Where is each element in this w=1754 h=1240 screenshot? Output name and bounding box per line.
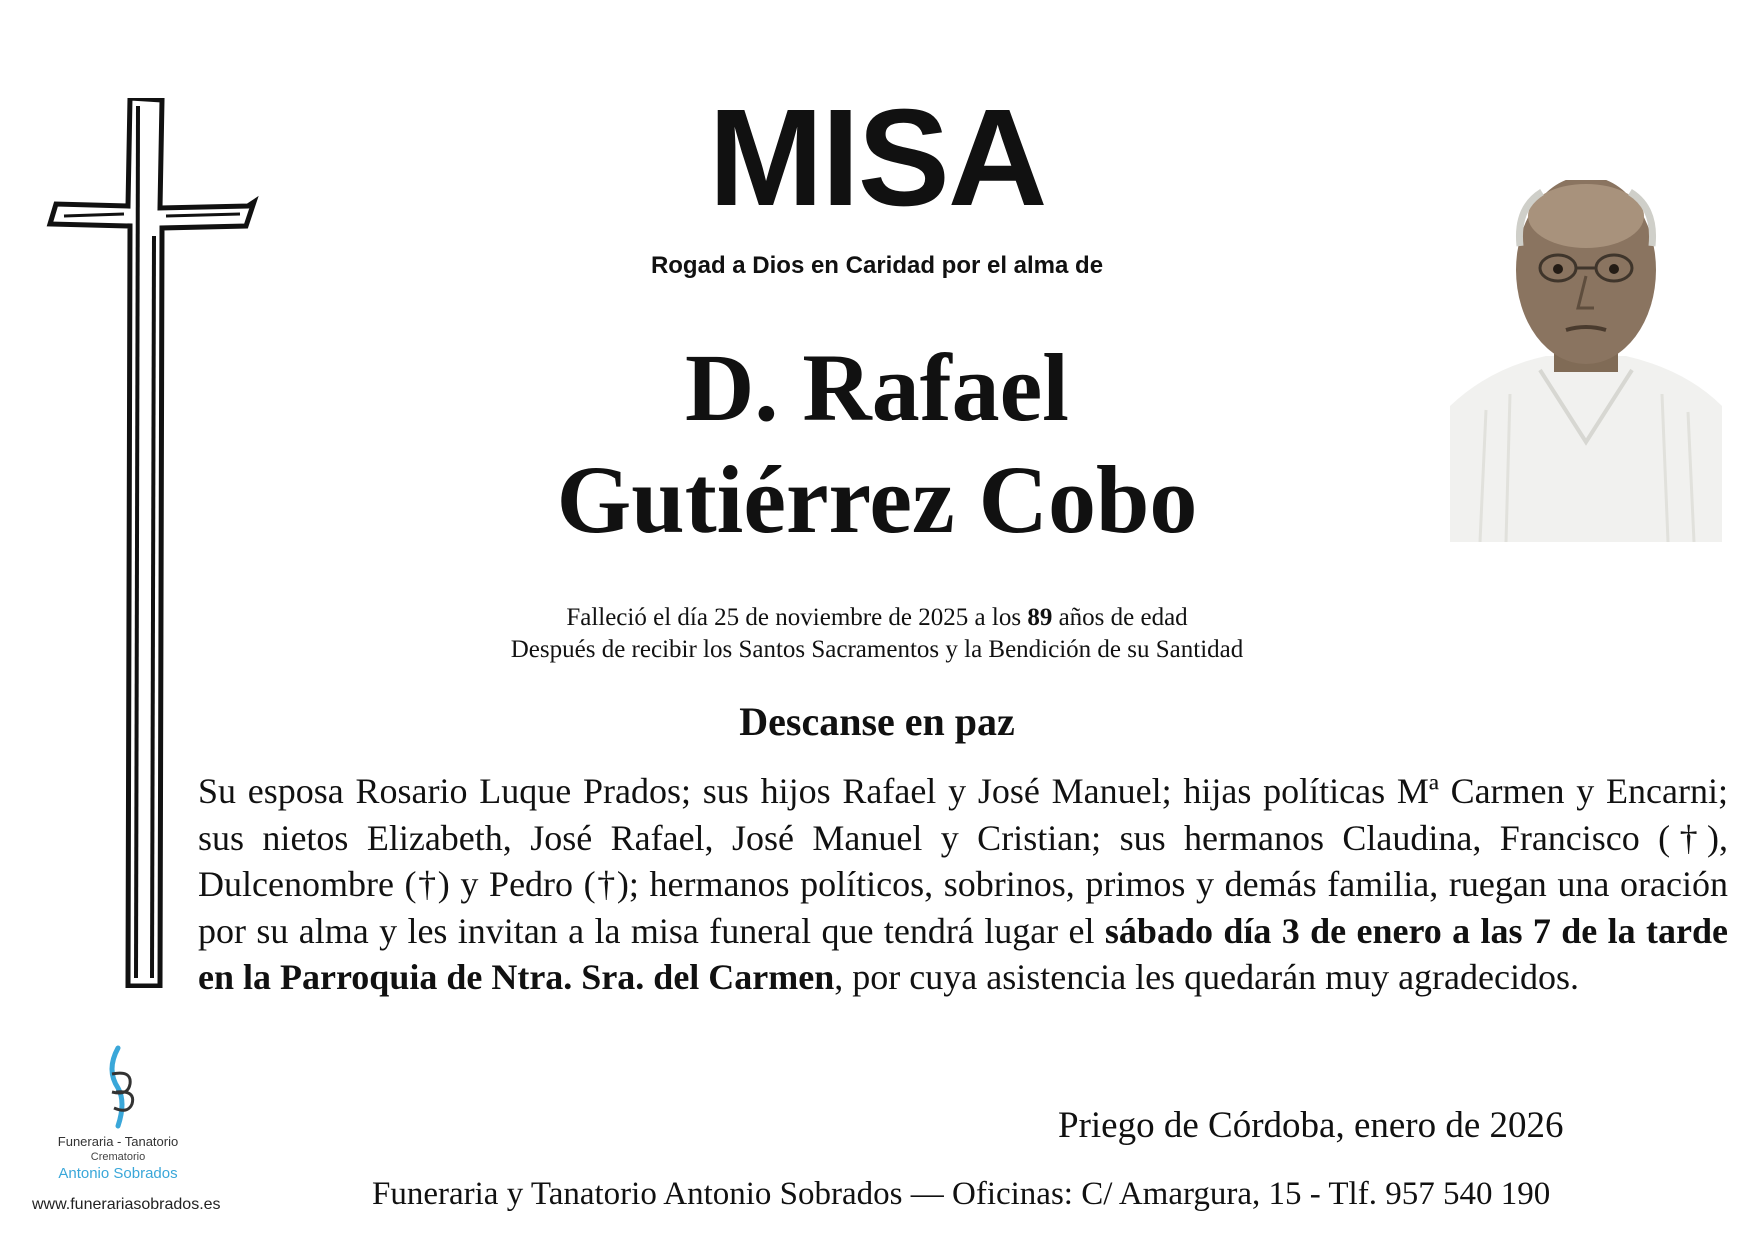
obituary-body: [198, 768, 1728, 1001]
logo-line2: Crematorio: [90, 1151, 146, 1163]
obituary-family: Su esposa Rosario Luque Prados; sus hijos Rafael y José Manuel; hijas políticas Mª Carmen y Encarni; sus nietos Elizabeth, José Rafael, José Manuel y Cristian; sus hermanos Claudina, Francisco (†), Dulcenombre (†) y Pedro (†); hermanos políticos, sobrinos, primos y demás familia, ruegan una oración por su alma y les invitan a la misa funeral que tendrá lugar el: [198, 771, 1728, 951]
age-value: 89: [1027, 604, 1053, 631]
page-title: MISA: [708, 81, 1046, 235]
funeral-home-logo: [22, 1044, 214, 1182]
portrait-photo: [1450, 180, 1722, 542]
death-info-line2: Después de recibir los Santos Sacramentos y la Bendición de su Santidad: [510, 636, 1244, 663]
footer-contact: Funeraria y Tanatorio Antonio Sobrados — Oficinas: C/ Amargura, 15 - Tlf. 957 540 190: [372, 1176, 1551, 1212]
rest-in-peace: Descanse en paz: [739, 699, 1015, 744]
logo-line1: Funeraria - Tanatorio: [57, 1134, 179, 1149]
deceased-name-line1: D. Rafael: [685, 334, 1069, 441]
death-info-line1: Falleció el día 25 de noviembre de 2025 a los 89 años de edad: [566, 604, 1188, 631]
logo-symbol-icon: [88, 1044, 148, 1130]
place-date: Priego de Córdoba, enero de 2026: [1058, 1105, 1564, 1146]
obituary-event: sábado día 3 de enero a las 7 de la tarde en la Parroquia de Ntra. Sra. del Carmen: [198, 910, 1728, 997]
website-link[interactable]: www.funerariasobrados.es: [32, 1196, 221, 1213]
death-info: [0, 602, 1754, 666]
subtitle: Rogad a Dios en Caridad por el alma de: [650, 252, 1104, 279]
logo-line3: Antonio Sobrados: [58, 1165, 178, 1182]
deceased-name-line2: Gutiérrez Cobo: [556, 446, 1198, 553]
obituary-thanks: , por cuya asistencia les quedarán muy agradecidos.: [834, 957, 1579, 997]
